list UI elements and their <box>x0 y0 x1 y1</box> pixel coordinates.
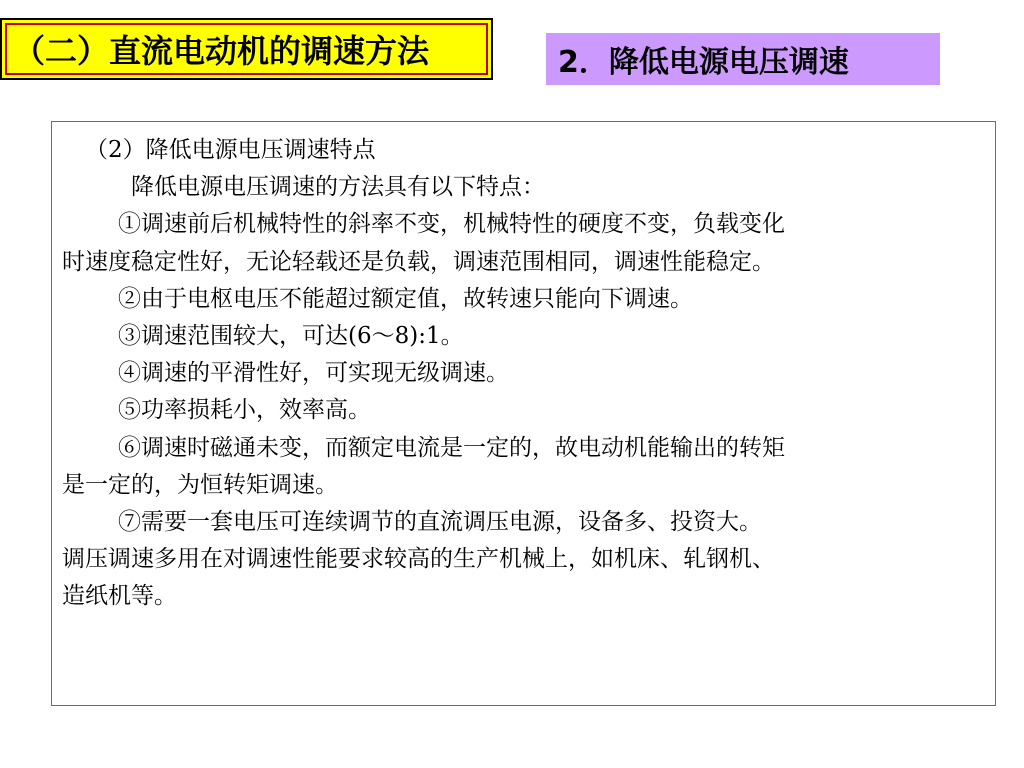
feature-1-line-1: ①调速前后机械特性的斜率不变，机械特性的硬度不变，负载变化 <box>118 211 785 238</box>
application-line-2: 造纸机等。 <box>62 583 177 610</box>
feature-5: ⑤功率损耗小，效率高。 <box>118 397 371 424</box>
application-line-1: 调压调速多用在对调速性能要求较高的生产机械上，如机床、轧钢机、 <box>62 546 775 573</box>
content-box <box>51 121 996 706</box>
feature-4: ④调速的平滑性好，可实现无级调速。 <box>118 360 509 387</box>
feature-3: ③调速范围较大，可达(6～8):1。 <box>118 323 464 350</box>
feature-2: ②由于电枢电压不能超过额定值，故转速只能向下调速。 <box>118 285 693 312</box>
content-intro: 降低电源电压调速的方法具有以下特点： <box>131 174 545 201</box>
feature-6-line-1: ⑥调速时磁通未变，而额定电流是一定的，故电动机能输出的转矩 <box>118 434 785 461</box>
feature-6-line-2: 是一定的，为恒转矩调速。 <box>62 471 338 498</box>
content-heading: （2）降低电源电压调速特点 <box>85 137 376 163</box>
feature-1-line-2: 时速度稳定性好，无论轻载还是负载，调速范围相同，调速性能稳定。 <box>62 248 775 275</box>
feature-7: ⑦需要一套电压可连续调节的直流调压电源，设备多、投资大。 <box>118 509 762 536</box>
section-title-tag <box>0 18 493 80</box>
section-title: （二）直流电动机的调速方法 <box>5 23 488 75</box>
subtopic-title: 2．降低电源电压调速 <box>546 33 940 85</box>
